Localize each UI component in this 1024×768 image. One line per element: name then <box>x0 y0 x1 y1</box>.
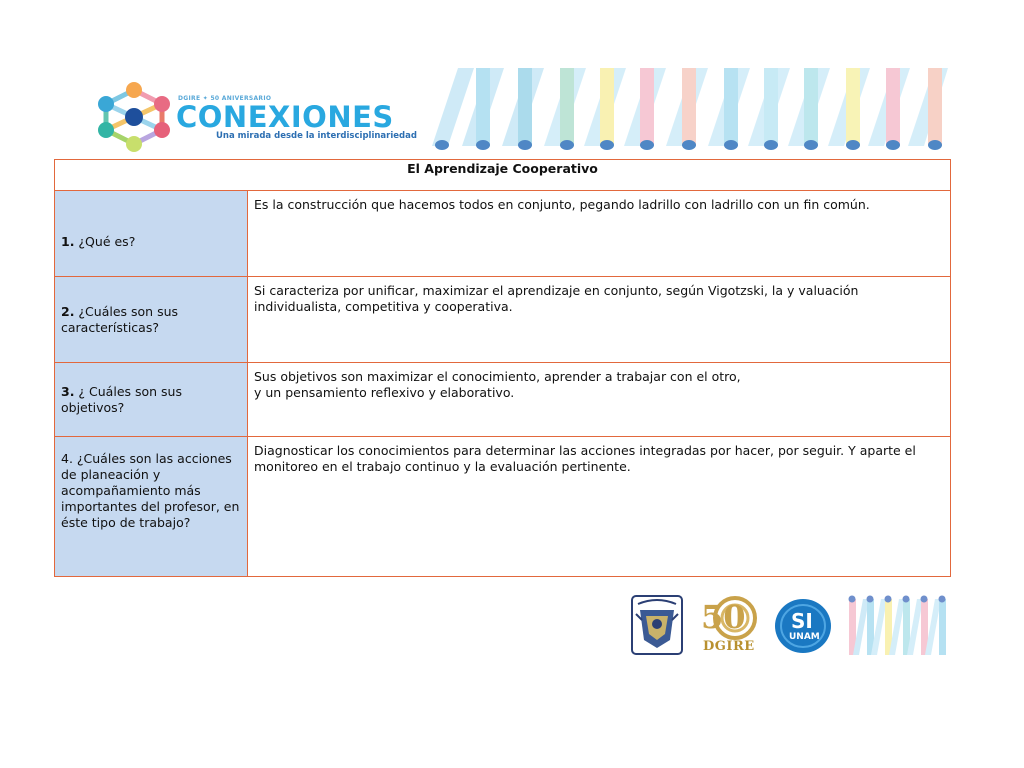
unam-seal-icon <box>630 594 684 656</box>
question-label: ¿Cuáles son sus características? <box>61 303 179 335</box>
question-number: 3. <box>61 383 75 399</box>
answer-cell <box>248 363 951 437</box>
answer-cell: Si caracteriza por unificar, maximizar el aprendizaje en conjunto, según Vigotzski, la y valuación individualista, competitiva y cooperativa. <box>248 277 951 363</box>
logo-brand: CONEXIONES <box>176 100 394 134</box>
cooperative-learning-table <box>54 159 951 577</box>
si-sub: UNAM <box>789 632 820 642</box>
si-text: SI <box>791 609 813 633</box>
question-label: ¿ Cuáles son sus objetivos? <box>61 383 182 415</box>
question-cell <box>55 437 248 577</box>
table-row <box>55 277 951 363</box>
question-cell <box>55 277 248 363</box>
conexiones-logo <box>94 80 417 154</box>
question-text <box>61 304 241 336</box>
question-cell <box>55 191 248 277</box>
table-title: El Aprendizaje Cooperativo <box>55 160 951 191</box>
table-row <box>55 191 951 277</box>
answer-cell: Es la construcción que hacemos todos en conjunto, pegando ladrillo con ladrillo con un fin común. <box>248 191 951 277</box>
logo-subtitle: Una mirada desde la interdisciplinariedad <box>216 131 417 141</box>
question-number: 2. <box>61 303 75 319</box>
dgire-number: 50 <box>701 598 746 636</box>
question-number: 1. <box>61 233 75 249</box>
question-text <box>61 384 241 416</box>
question-cell <box>55 363 248 437</box>
dgire-50-logo <box>697 594 763 656</box>
question-label: ¿Qué es? <box>74 233 136 249</box>
answer-cell: Diagnosticar los conocimientos para determinar las acciones integradas por hacer, por seguir. Y aparte el monitoreo en el trabajo continuo y la evaluación pertinente. <box>248 437 951 577</box>
conexiones-hexagon-icon <box>94 80 174 154</box>
decorative-stripes-bottom <box>845 593 957 657</box>
table-row <box>55 437 951 577</box>
question-text <box>61 234 241 250</box>
answer-line: y un pensamiento reflexivo y elaborativo. <box>254 385 515 400</box>
dgire-text: DGIRE <box>703 639 755 654</box>
answer-line: Sus objetivos son maximizar el conocimiento, aprender a trabajar con el otro, <box>254 369 741 384</box>
question-text: 4. ¿Cuáles son las acciones de planeación y acompañamiento más importantes del profesor, en éste tipo de trabajo? <box>61 451 240 530</box>
table-title-row <box>55 160 951 191</box>
decorative-stripes-top <box>432 66 948 154</box>
table-row <box>55 363 951 437</box>
si-unam-logo <box>773 597 833 655</box>
logo-tagline: DGIRE ✦ 50 ANIVERSARIO <box>178 95 272 102</box>
